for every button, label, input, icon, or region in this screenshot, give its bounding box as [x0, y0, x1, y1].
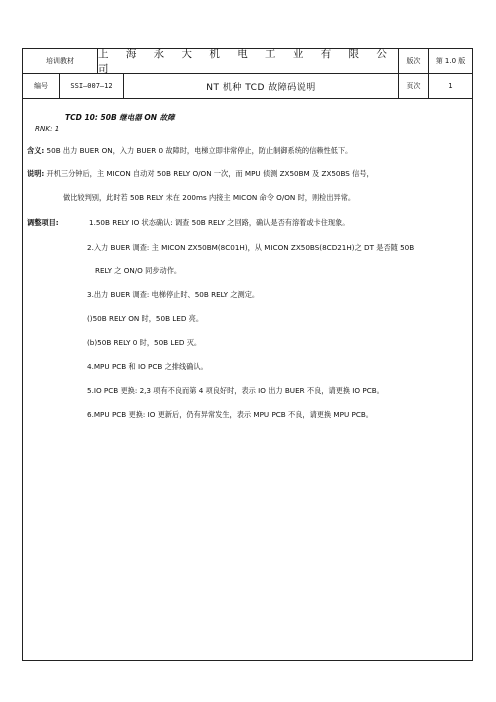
- document-title: NT 机种 TCD 故障码说明: [123, 74, 398, 98]
- header-row-1: [23, 49, 472, 74]
- list-item: 2.入力 BUER 调查: 主 MICON ZX50BM(8C01H)，从 MICON ZX50BS(8CD21H)之 DT 是否随 50B: [87, 243, 415, 252]
- meaning-text: 50B 出力 BUER ON，入力 BUER 0 故障时，电梯立即非常停止，防止制御系统的信赖性低下。: [46, 146, 353, 155]
- meaning-label: 含义:: [27, 146, 45, 155]
- explain-row: [27, 170, 374, 177]
- list-item: 5.IO PCB 更换: 2,3 项有不良而第 4 项良好时，表示 IO 出力 BUER 不良，请更换 IO PCB。: [87, 386, 384, 395]
- explain-label: 说明:: [27, 169, 45, 178]
- list-item: 3.出力 BUER 调查: 电梯停止时、50B RELY 之测定。: [87, 290, 260, 299]
- edition-label: 版次: [398, 49, 428, 73]
- number-label: 编号: [34, 82, 48, 90]
- list-item: RELY 之 ON/O 同步动作。: [95, 266, 182, 275]
- list-item: ()50B RELY ON 时，50B LED 亮。: [87, 314, 204, 323]
- explain-line-1: 开机三分钟后，主 MICON 自动对 50B RELY O/ON 一次，而 MPU 侦测 ZX50BM 及 ZX50BS 信号，: [46, 169, 374, 178]
- list-item: 6.MPU PCB 更换: IO 更新后，仍有异常发生，表示 MPU PCB 不良，请更换 MPU PCB。: [87, 410, 373, 419]
- explain-line-2: 做比较判别，此时若 50B RELY 未在 200ms 内接主 MICON 命令 O/ON 时，则检出异常。: [63, 193, 356, 202]
- meaning-row: [27, 147, 352, 154]
- training-label: 培训教材: [46, 57, 74, 65]
- adjust-label: 调整项目:: [27, 218, 59, 227]
- header-row-2: [23, 74, 472, 99]
- page-value: 1: [428, 74, 472, 98]
- number-value: SSI—007—12: [59, 74, 123, 98]
- list-item: 1.50B RELY IO 状态确认: 调查 50B RELY 之回路，确认是否有溶着或卡住现象。: [89, 218, 350, 227]
- document-frame: [22, 48, 473, 661]
- tcd-heading: TCD 10: 50B 继电器 ON 故障: [65, 113, 175, 122]
- page-label: 页次: [398, 74, 428, 98]
- list-item: 4.MPU PCB 和 IO PCB 之排线确认。: [87, 362, 208, 371]
- edition-value: 第 1.0 版: [428, 49, 472, 73]
- rnk-label: RNK: 1: [35, 124, 60, 133]
- list-item: (b)50B RELY 0 时，50B LED 灭。: [87, 338, 202, 347]
- company-name: 上 海 永 大 机 电 工 业 有 限 公 司: [97, 49, 398, 73]
